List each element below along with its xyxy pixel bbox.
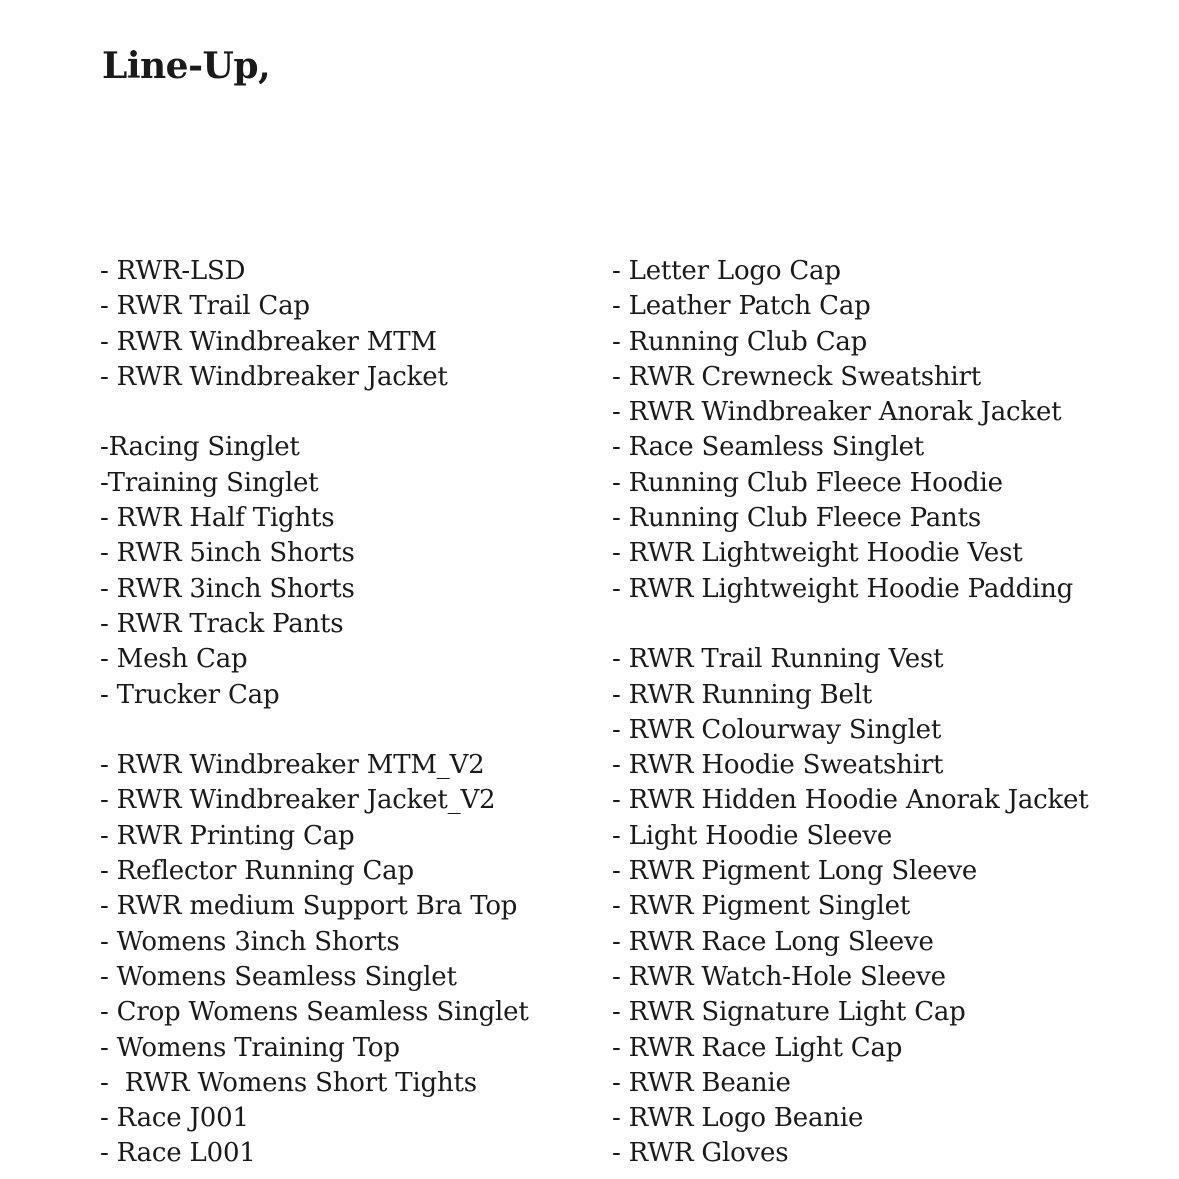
list-item: - RWR Hidden Hoodie Anorak Jacket bbox=[612, 785, 1089, 816]
list-item: - RWR 5inch Shorts bbox=[100, 538, 355, 569]
list-item: - Leather Patch Cap bbox=[612, 291, 871, 322]
list-item: - RWR medium Support Bra Top bbox=[100, 891, 518, 922]
list-item: -Training Singlet bbox=[100, 467, 319, 498]
list-item: - RWR Womens Short Tights bbox=[100, 1067, 477, 1098]
list-item: - RWR Pigment Singlet bbox=[612, 891, 911, 922]
list-item: - RWR Windbreaker MTM bbox=[100, 326, 437, 357]
list-item: - Womens Seamless Singlet bbox=[100, 961, 457, 992]
list-item: - RWR Logo Beanie bbox=[612, 1103, 864, 1134]
list-item: - Crop Womens Seamless Singlet bbox=[100, 997, 529, 1028]
list-item: - Womens Training Top bbox=[100, 1032, 400, 1063]
lineup-list-left bbox=[100, 254, 580, 1172]
list-item: - Womens 3inch Shorts bbox=[100, 926, 400, 957]
list-item: - RWR Lightweight Hoodie Padding bbox=[612, 573, 1074, 604]
list-item: - RWR Pigment Long Sleeve bbox=[612, 856, 978, 887]
list-item: - RWR 3inch Shorts bbox=[100, 573, 355, 604]
list-item: - RWR-LSD bbox=[100, 256, 246, 286]
list-item: - RWR Trail Running Vest bbox=[612, 644, 944, 675]
list-item: - Race J001 bbox=[100, 1103, 249, 1134]
list-item: - Letter Logo Cap bbox=[612, 256, 841, 286]
list-item: - Race Seamless Singlet bbox=[612, 432, 925, 463]
list-item: - RWR Crewneck Sweatshirt bbox=[612, 361, 981, 392]
list-item: - RWR Windbreaker MTM_V2 bbox=[100, 750, 485, 781]
list-item: - RWR Race Long Sleeve bbox=[612, 926, 934, 957]
list-item: - RWR Trail Cap bbox=[100, 291, 310, 322]
list-item: - Light Hoodie Sleeve bbox=[612, 820, 893, 851]
list-item: - RWR Half Tights bbox=[100, 503, 335, 534]
list-item: -Racing Singlet bbox=[100, 432, 300, 463]
list-item: - Running Club Fleece Hoodie bbox=[612, 467, 1003, 498]
list-item: - RWR Race Light Cap bbox=[612, 1032, 903, 1063]
list-item: - RWR Beanie bbox=[612, 1067, 791, 1098]
list-item: - RWR Gloves bbox=[612, 1138, 789, 1169]
list-item: - RWR Windbreaker Jacket_V2 bbox=[100, 785, 496, 816]
list-item: - RWR Running Belt bbox=[612, 679, 873, 710]
list-item: - Reflector Running Cap bbox=[100, 856, 414, 887]
list-item: - RWR Track Pants bbox=[100, 608, 344, 639]
list-item: - RWR Printing Cap bbox=[100, 820, 355, 851]
list-item: - RWR Hoodie Sweatshirt bbox=[612, 750, 944, 781]
list-item: - RWR Colourway Singlet bbox=[612, 714, 942, 745]
list-item: - Running Club Cap bbox=[612, 326, 868, 357]
page-title: Line-Up, bbox=[102, 45, 271, 87]
list-item: - Running Club Fleece Pants bbox=[612, 503, 981, 534]
list-item: - RWR Windbreaker Jacket bbox=[100, 361, 448, 392]
lineup-list-right bbox=[612, 254, 1172, 1172]
list-item: - RWR Windbreaker Anorak Jacket bbox=[612, 397, 1062, 428]
list-item: - Trucker Cap bbox=[100, 679, 280, 710]
list-item: - Mesh Cap bbox=[100, 644, 248, 675]
list-item: - RWR Watch-Hole Sleeve bbox=[612, 961, 946, 992]
list-item: - RWR Lightweight Hoodie Vest bbox=[612, 538, 1023, 569]
list-item: - Race L001 bbox=[100, 1138, 256, 1169]
list-item: - RWR Signature Light Cap bbox=[612, 997, 966, 1028]
